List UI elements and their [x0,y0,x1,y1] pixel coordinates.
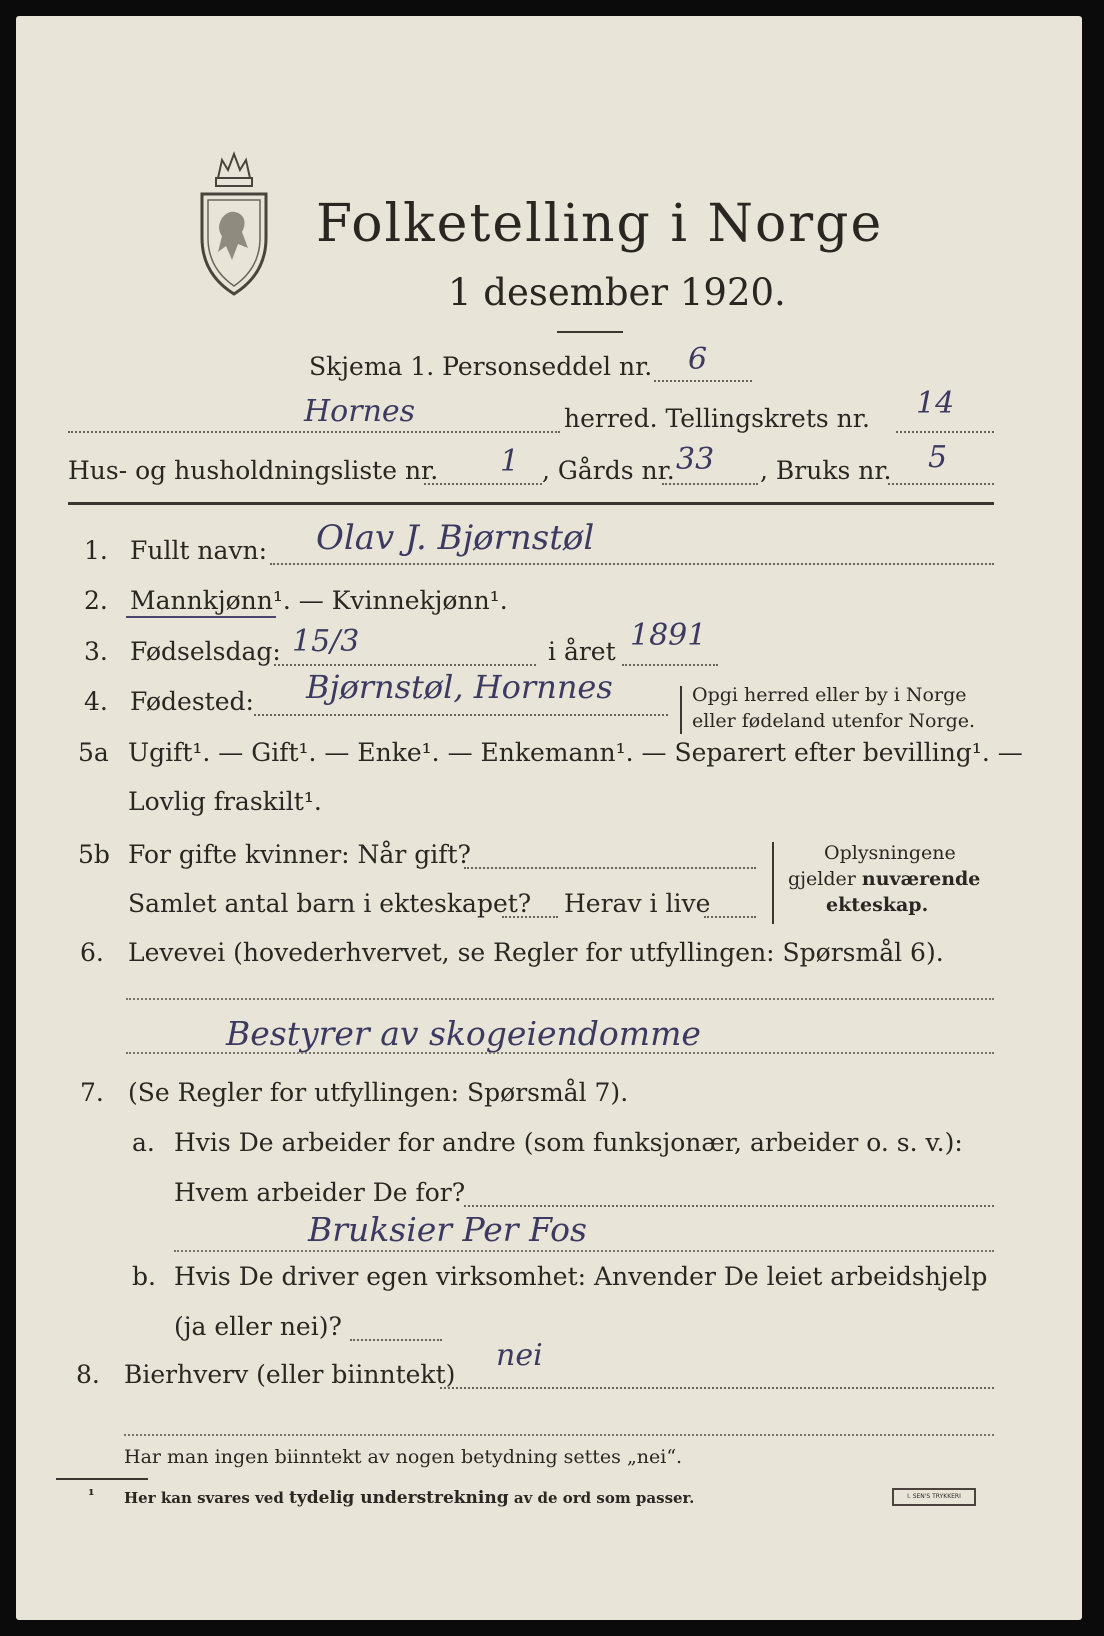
footnote-b: tydelig understrekning [289,1488,509,1508]
personseddel-line [654,380,752,382]
q8-value: nei [496,1338,543,1373]
q7-number: 7. [80,1078,104,1107]
q3-aret-line [622,664,718,666]
q8-label: Bierhverv (eller biinntekt) [124,1360,456,1389]
footnote-text [124,1488,694,1508]
personseddel-value: 6 [688,342,708,377]
q5b-line1: For gifte kvinner: Når gift? [128,840,471,869]
census-date: 1 desember 1920. [448,271,786,314]
footnote-c: av de ord som passer. [508,1489,695,1507]
q5b-note1: Oplysningene [824,842,956,864]
q4-note-line2: eller fødeland utenfor Norge. [692,710,976,732]
q4-number: 4. [84,687,108,716]
title-divider [557,331,623,333]
q1-line [270,563,994,565]
q5b-note2 [788,868,980,890]
q7b-line [350,1339,442,1341]
q4-note-line1: Opgi herred eller by i Norge [692,684,967,706]
q4-bracket [680,686,682,734]
q3-line [274,664,536,666]
q4-value: Bjørnstøl, Hornnes [306,668,613,706]
footnote-a: Her kan svares ved [124,1489,290,1507]
q2-underline-mark [126,616,276,618]
q7b-line1: Hvis De driver egen virksomhet: Anvender De leiet arbeidshjelp [174,1262,988,1291]
footer-note: Har man ingen biinntekt av nogen betydning settes „nei“. [124,1446,683,1468]
q5b-barn-line [502,916,558,918]
q7a-line [464,1205,994,1207]
q6-number: 6. [80,938,104,967]
q3-number: 3. [84,637,108,666]
q5b-live-line [704,916,756,918]
form-title: Folketelling i Norge [316,194,884,254]
q3-aret-label: i året [548,637,616,666]
q4-label: Fødested: [130,687,254,716]
q5b-line2a: Samlet antal barn i ekteskapet? [128,889,532,918]
q6-value: Bestyrer av skogeiendomme [226,1014,701,1053]
q7a-line1: Hvis De arbeider for andre (som funksjonær, arbeider o. s. v.): [174,1128,963,1157]
q2-label: Mannkjønn¹. — Kvinnekjønn¹. [130,586,508,615]
gards-line [662,483,758,485]
printer-text: I. SEN'S TRYKKERI [907,1493,961,1500]
q1-number: 1. [84,536,108,565]
husholdningsliste-label: Hus- og husholdningsliste nr. [68,456,439,485]
tellingskrets-line [896,431,994,433]
q5a-number: 5a [78,738,109,767]
q5b-bracket [772,842,774,924]
q7a-line2: Hvem arbeider De for? [174,1178,466,1207]
q5b-note3: ekteskap. [826,894,929,916]
q5b-nar-gift-line [464,867,756,869]
q6-line1 [126,998,994,1000]
footnote-mark: ¹ [88,1486,95,1504]
q1-value: Olav J. Bjørnstøl [316,518,595,558]
bruks-value: 5 [928,440,948,475]
gards-value: 33 [676,442,715,477]
q5a-line1: Ugift¹. — Gift¹. — Enke¹. — Enkemann¹. — Separert efter bevilling¹. — [128,738,1023,767]
q3-label: Fødselsdag: [130,637,281,666]
header-rule [68,502,994,505]
q3-value: 15/3 [292,624,360,659]
q7a-letter: a. [132,1128,155,1157]
q8-line [440,1387,994,1389]
printer-mark [892,1488,976,1506]
q2-number: 2. [84,586,108,615]
q8-number: 8. [76,1360,100,1389]
bruks-line [888,483,994,485]
bruks-label: , Bruks nr. [760,456,892,485]
coat-of-arms-icon [192,148,276,298]
herred-label: herred. Tellingskrets nr. [564,404,870,433]
q5b-number: 5b [78,840,110,869]
husholdningsliste-line [424,483,542,485]
q6-label: Levevei (hovederhvervet, se Regler for utfyllingen: Spørsmål 6). [128,938,944,967]
q7b-letter: b. [132,1262,156,1291]
q7a-line2-rule [174,1250,994,1252]
q5a-line2: Lovlig fraskilt¹. [128,787,322,816]
herred-line [68,431,560,433]
footnote-rule [56,1478,148,1480]
tellingskrets-value: 14 [916,386,955,421]
q4-line [254,714,668,716]
skjema-label: Skjema 1. Personseddel nr. [309,352,653,381]
q5b-line2b: Herav i live [564,889,711,918]
q3-aret-value: 1891 [630,618,707,653]
q8-line2 [124,1434,994,1436]
q7a-value: Bruksier Per Fos [308,1210,587,1249]
census-form [16,16,1082,1620]
q5b-note2b: nuværende [861,868,981,890]
q7b-line2: (ja eller nei)? [174,1312,342,1341]
q6-line2 [126,1052,994,1054]
gards-label: , Gårds nr. [542,456,675,485]
herred-value: Hornes [304,394,416,429]
q5b-note2a: gjelder [788,868,862,890]
q1-label: Fullt navn: [130,536,268,565]
q7-label: (Se Regler for utfyllingen: Spørsmål 7). [128,1078,629,1107]
husholdningsliste-value: 1 [500,444,520,479]
